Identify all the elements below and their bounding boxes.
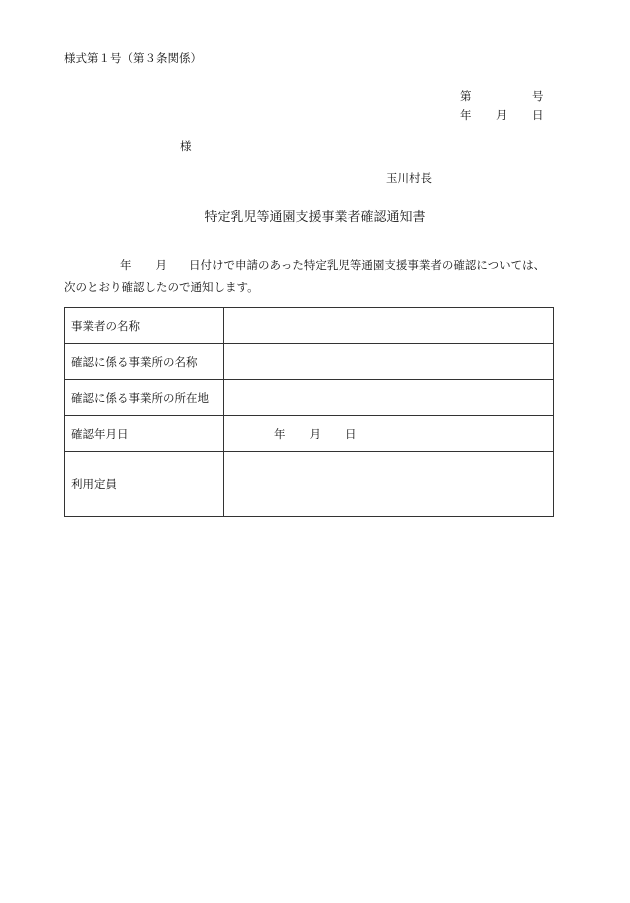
row-value-confirmation-date — [224, 416, 554, 452]
body-line-1-rest: 日付けで申請のあった特定乳児等通園支援事業者の確認については、 — [189, 258, 546, 272]
document-title: 特定乳児等通園支援事業者確認通知書 — [204, 210, 426, 225]
doc-number-suffix: 号 — [532, 89, 544, 103]
addressee-suffix: 様 — [180, 139, 192, 153]
body-text — [64, 254, 564, 298]
confirmation-table — [64, 307, 554, 517]
table-row — [65, 308, 554, 344]
row-value-business-name — [224, 308, 554, 344]
table-row — [65, 416, 554, 452]
form-number: 様式第１号（第３条関係） — [64, 51, 202, 65]
issue-date-year: 年 — [460, 108, 472, 122]
confirmation-date-month: 月 — [309, 426, 321, 441]
row-value-office-name — [224, 344, 554, 380]
row-value-office-address — [224, 380, 554, 416]
row-label-office-name: 確認に係る事業所の名称 — [65, 344, 224, 380]
body-line-1 — [64, 254, 564, 276]
body-line-2: 次のとおり確認したので通知します。 — [64, 280, 259, 294]
table-row — [65, 344, 554, 380]
issue-date-month: 月 — [496, 108, 508, 122]
body-year: 年 — [120, 258, 132, 272]
confirmation-date-year: 年 — [274, 426, 286, 441]
confirmation-date-day: 日 — [345, 426, 357, 441]
table-row — [65, 380, 554, 416]
table-row — [65, 452, 554, 517]
issue-date-day: 日 — [532, 108, 544, 122]
body-month: 月 — [155, 258, 167, 272]
issuer-name: 玉川村長 — [386, 171, 432, 185]
row-label-capacity: 利用定員 — [65, 452, 224, 517]
row-label-confirmation-date: 確認年月日 — [65, 416, 224, 452]
row-label-business-name: 事業者の名称 — [65, 308, 224, 344]
doc-number-prefix: 第 — [460, 89, 472, 103]
row-value-capacity — [224, 452, 554, 517]
row-label-office-address: 確認に係る事業所の所在地 — [65, 380, 224, 416]
